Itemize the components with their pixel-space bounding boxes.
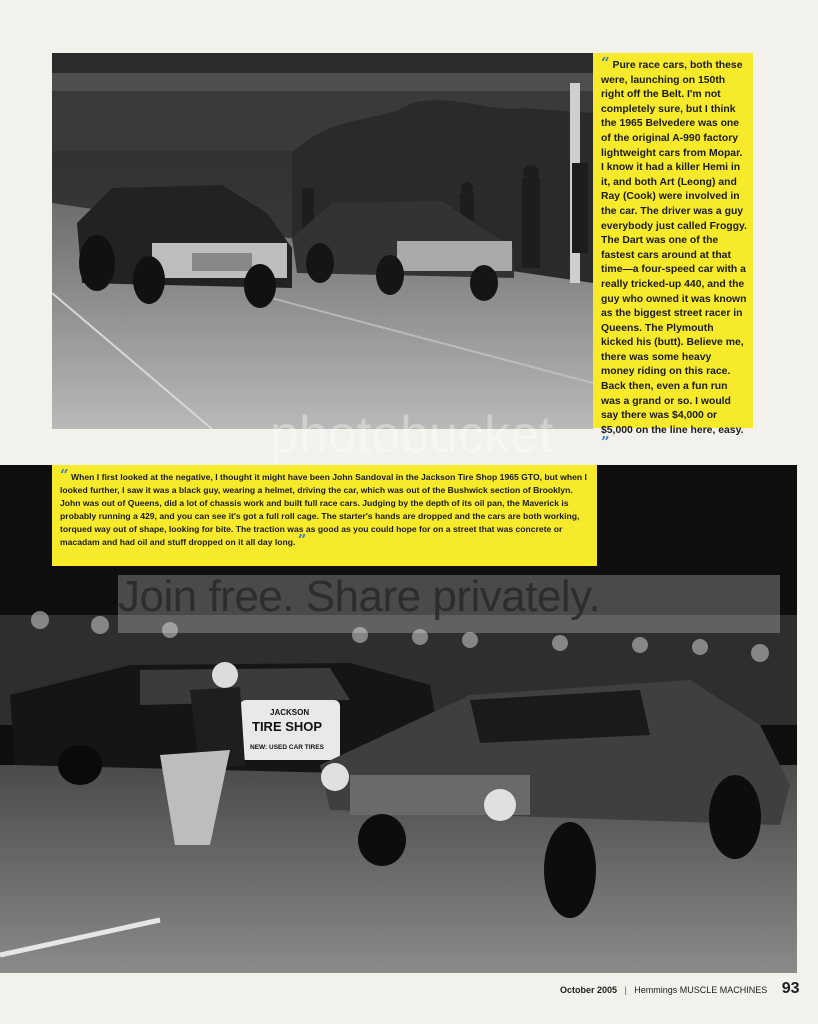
caption-bottom bbox=[52, 465, 597, 566]
photobucket-logo: photobucket bbox=[270, 406, 554, 464]
caption-top-text: Pure race cars, both these were, launching on 150th right off the Belt. I'm not completely sure, but I think the 1965 Belvedere was one of the original A-990 factory lightweight cars from Mopar. I know it had a killer Hemi in it, and both Art (Leong) and Ray (Cook) were involved in the car. The driver was a guy everybody just called Froggy. The Dart was one of the fastest cars around at that time—a four-speed car with a really tricked-up 440, and the guy who owned it was known as the biggest street racer in Queens. The Plymouth kicked his (butt). Believe me, there was some heavy money riding on this race. Back then, even a fun run was a grand or so. I would say there was $4,000 or $5,000 on the line here, easy. bbox=[601, 60, 747, 436]
page-number: 93 bbox=[781, 980, 800, 997]
watermark-slogan: Join free. Share privately. bbox=[118, 572, 601, 621]
magazine-name: Hemmings MUSCLE MACHINES bbox=[634, 985, 768, 995]
top-photo-drawing bbox=[52, 53, 593, 429]
car-lettering-line1: JACKSON bbox=[270, 708, 310, 717]
caption-top bbox=[593, 53, 753, 452]
car-lettering-line2: TIRE SHOP bbox=[252, 719, 323, 734]
close-quote-mark: ” bbox=[297, 531, 307, 550]
page-footer bbox=[560, 980, 800, 1004]
open-quote-mark: “ bbox=[60, 466, 69, 484]
caption-bottom-text: When I first looked at the negative, I thought it might have been John Sandoval in the Jackson Tire Shop 1965 GTO, but when I looked further, I saw it was a black guy, wearing a helmet, driving the car, which was out of the Bushwick section of Brooklyn. John was out of Queens, did a lot of chassis work and built full race cars. Judging by the depth of its oil pan, the Maverick is probably running a 429, and you can see it's got a full roll cage. The starter's hands are dropped and the cars are both working, torqued way out of shape, looking for bite. The traction was as good as you could hope for on a street that was concrete or macadam and had oil and stuff dropped on it all day long. bbox=[60, 472, 587, 548]
footer-separator: | bbox=[624, 985, 627, 995]
open-quote-mark: “ bbox=[601, 54, 610, 72]
close-quote-mark: ” bbox=[601, 433, 610, 452]
car-lettering-line3: NEW: USED CAR TIRES bbox=[250, 744, 324, 751]
issue-date: October 2005 bbox=[560, 985, 618, 995]
top-photo bbox=[52, 53, 593, 429]
